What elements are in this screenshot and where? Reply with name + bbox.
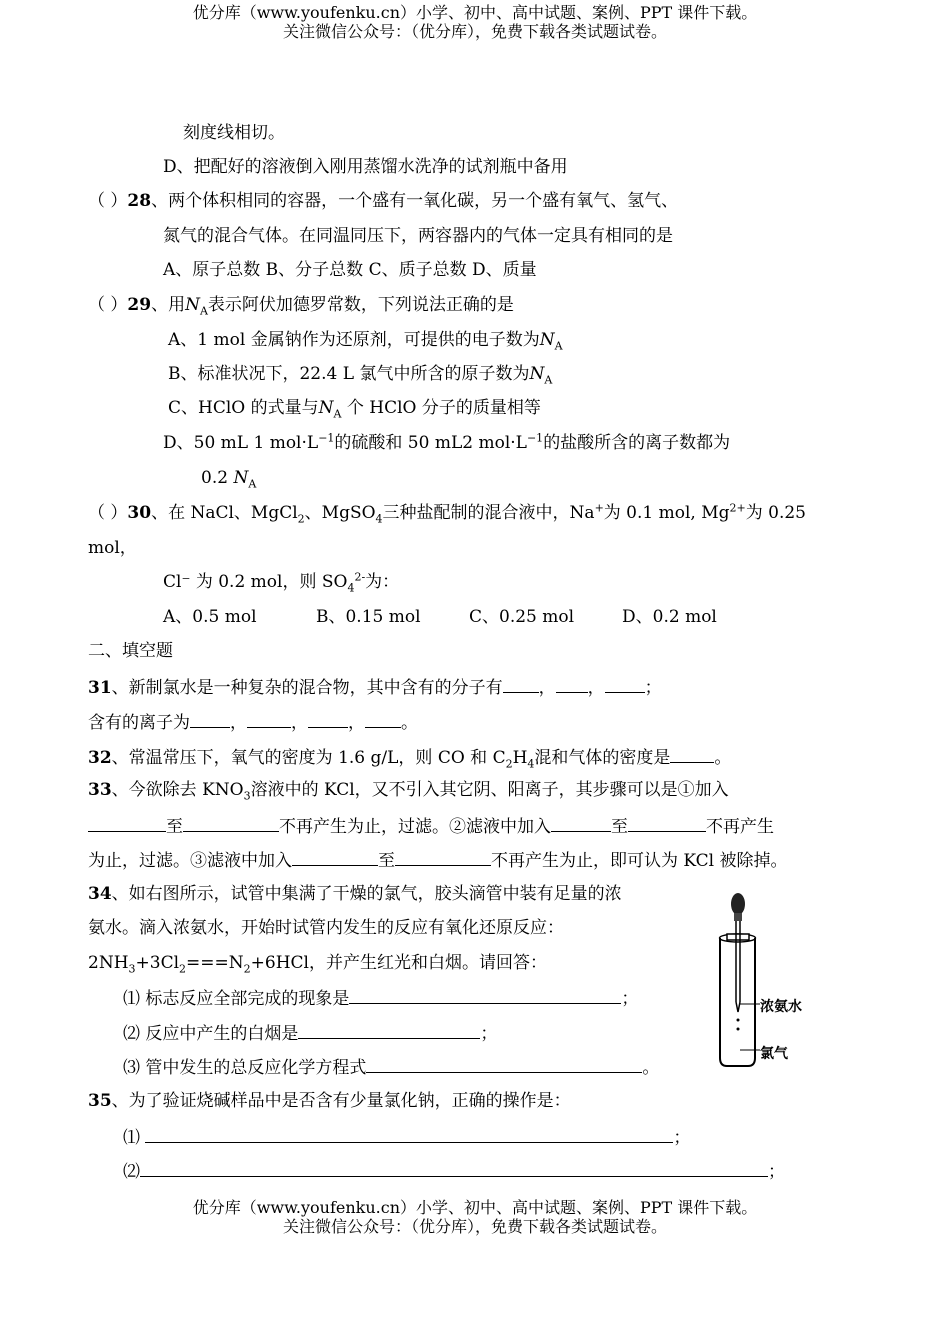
subscript: 2 [297, 512, 305, 526]
q35-stem [88, 1090, 571, 1112]
value: 0.2 [201, 468, 229, 488]
q28-stem-text: 、两个体积相同的容器，一个盛有一氧化碳，另一个盛有氧气、氢气、 [151, 191, 679, 211]
text: ， [348, 713, 365, 733]
text: ； [673, 1128, 691, 1148]
subscript: 2 [243, 962, 251, 976]
text: +6HCl，并产生红光和白烟。请回答： [250, 953, 547, 973]
dropper-neck [734, 913, 742, 921]
answer-blank[interactable] [365, 710, 401, 728]
text: 、今欲除去 KNO [111, 780, 244, 800]
text: ⑴ 标志反应全部完成的现象是 [123, 989, 350, 1009]
text: ===N [186, 953, 244, 973]
q33-line2 [88, 814, 774, 838]
subscript: 2 [179, 962, 187, 976]
page-header-line1: 优分库（www.youfenku.cn）小学、初中、高中试题、案例、PPT 课件下载。 [192, 3, 758, 22]
answer-blank[interactable] [605, 675, 645, 693]
q35-part2 [123, 1159, 785, 1183]
figure-label-chlorine: 氯气 [760, 1046, 788, 1062]
q27-continuation: 刻度线相切。 [183, 123, 285, 143]
avogadro-symbol: N [318, 398, 334, 418]
text: 。 [401, 713, 418, 733]
text: 至 [378, 851, 395, 871]
answer-blank[interactable] [628, 814, 706, 832]
q33-line3 [88, 848, 788, 872]
avogadro-symbol: N [185, 295, 200, 315]
question-number: 33 [88, 780, 112, 800]
text: ⑵ [123, 1162, 140, 1182]
text: 不再产生为止，过滤。②滤液中加入 [279, 817, 551, 837]
q31-line2 [88, 710, 418, 734]
subscript: 4 [347, 581, 355, 595]
subscript: 3 [128, 962, 136, 976]
text: 三种盐配制的混合液中，Na [382, 503, 595, 523]
dropper-tip [736, 1002, 740, 1012]
answer-blank[interactable] [190, 710, 230, 728]
page-footer-line1: 优分库（www.youfenku.cn）小学、初中、高中试题、案例、PPT 课件下载。 [192, 1198, 758, 1217]
answer-blank[interactable] [670, 745, 714, 763]
text: 为： [365, 572, 400, 592]
answer-blank[interactable] [292, 848, 378, 866]
dropper-bulb [731, 893, 745, 915]
q28-stem-line1 [88, 190, 678, 212]
text: 、MgSO [304, 503, 376, 523]
avogadro-subscript: A [333, 407, 342, 421]
avogadro-symbol: N [539, 330, 555, 350]
q30-option-c: C、0.25 mol [469, 607, 575, 627]
q30-option-a: A、0.5 mol [163, 607, 257, 627]
question-number: 31 [88, 678, 112, 698]
question-number: 29 [127, 295, 152, 315]
text: H [512, 748, 528, 768]
text: 至 [166, 817, 183, 837]
superscript: −1 [526, 431, 544, 445]
q30-stem [88, 502, 806, 524]
q30-chloride-line [163, 571, 399, 593]
answer-paren[interactable]: （ ） [88, 503, 128, 523]
avogadro-subscript: A [544, 373, 553, 387]
figure-label-ammonia: 浓氨水 [760, 999, 802, 1015]
superscript: −1 [318, 431, 335, 445]
text: 溶液中的 KCl，又不引入其它阴、阳离子，其步骤可以是①加入 [250, 780, 729, 800]
q30-option-b: B、0.15 mol [316, 607, 421, 627]
q34-line2: 氨水。滴入浓氨水，开始时试管内发生的反应有氧化还原反应： [88, 918, 564, 938]
q29-stem-b: 表示阿伏加德罗常数，下列说法正确的是 [207, 295, 514, 315]
answer-blank[interactable] [298, 1021, 480, 1039]
q29-option-b [168, 363, 552, 385]
answer-blank[interactable] [366, 1055, 642, 1073]
q34-part3 [123, 1055, 659, 1079]
answer-blank[interactable] [349, 986, 621, 1004]
text: 为 0.1 mol, Mg [603, 503, 730, 523]
text: 。 [642, 1058, 660, 1078]
text: 、在 NaCl、MgCl [151, 503, 298, 523]
text: 、新制氯水是一种复杂的混合物，其中含有的分子有 [111, 678, 503, 698]
text: ， [291, 713, 308, 733]
q34-part2 [123, 1021, 497, 1045]
q29-stem-a: 、用 [151, 295, 186, 315]
subscript: 3 [243, 789, 251, 803]
q34-line1 [88, 883, 622, 905]
q29-option-d-text-b: 的硫酸和 50 mL2 mol·L [334, 433, 527, 453]
text: ， [230, 713, 247, 733]
question-number: 28 [127, 191, 152, 211]
avogadro-subscript: A [248, 477, 257, 491]
text: 不再产生 [706, 817, 774, 837]
answer-blank[interactable] [308, 710, 348, 728]
answer-blank[interactable] [88, 814, 166, 832]
text: ； [621, 989, 639, 1009]
q28-stem-line2: 氮气的混合气体。在同温同压下，两容器内的气体一定具有相同的是 [163, 226, 673, 246]
text: 、为了验证烧碱样品中是否含有少量氯化钠，正确的操作是： [111, 1091, 571, 1111]
text: Cl⁻ 为 0.2 mol，则 SO [163, 572, 348, 592]
text: 为止，过滤。③滤液中加入 [88, 851, 292, 871]
question-number: 35 [88, 1091, 112, 1111]
q29-option-d-text-c: 的盐酸所含的离子数都为 [543, 433, 731, 453]
answer-blank[interactable] [395, 848, 491, 866]
answer-blank[interactable] [556, 675, 588, 693]
droplet [737, 1028, 740, 1031]
q35-part1 [123, 1125, 690, 1149]
q29-option-d-text-a: D、50 mL 1 mol·L [163, 433, 319, 453]
q28-options: A、原子总数 B、分子总数 C、质子总数 D、质量 [163, 260, 537, 280]
q29-option-a-text: A、1 mol 金属钠作为还原剂，可提供的电子数为 [168, 330, 540, 350]
text: +3Cl [135, 953, 180, 973]
answer-blank[interactable] [145, 1125, 673, 1143]
avogadro-symbol: N [233, 468, 249, 488]
q29-option-c-text-b: 个 HClO 分子的质量相等 [346, 398, 541, 418]
text: ⑴ [123, 1128, 140, 1148]
q27-option-d: D、把配好的溶液倒入刚用蒸馏水洗净的试剂瓶中备用 [163, 157, 568, 177]
answer-blank[interactable] [551, 814, 611, 832]
q29-option-d-continuation [201, 467, 256, 489]
q31-line1 [88, 675, 662, 699]
page-header-line2: 关注微信公众号：（优分库），免费下载各类试题试卷。 [282, 22, 667, 41]
page-footer-line2: 关注微信公众号：（优分库），免费下载各类试题试卷。 [282, 1217, 667, 1236]
q29-option-c [168, 397, 541, 419]
answer-blank[interactable] [247, 710, 291, 728]
stopper [727, 934, 749, 940]
text: ⑵ 反应中产生的白烟是 [123, 1024, 299, 1044]
q29-option-d [163, 432, 730, 454]
text: 不再产生为止，即可认为 KCl 被除掉。 [491, 851, 788, 871]
superscript: 2- [354, 570, 366, 584]
answer-paren[interactable]: （ ） [88, 191, 128, 211]
text: ； [768, 1162, 785, 1182]
q33-line1 [88, 779, 729, 801]
answer-paren[interactable]: （ ） [88, 295, 128, 315]
q34-part1 [123, 986, 638, 1010]
question-number: 34 [88, 884, 112, 904]
text: 为 0.25 [745, 503, 806, 523]
q34-equation [88, 952, 547, 974]
question-number: 30 [127, 503, 152, 523]
subscript: 2 [505, 757, 513, 771]
question-number: 32 [88, 748, 112, 768]
q30-option-d: D、0.2 mol [622, 607, 717, 627]
avogadro-subscript: A [554, 339, 563, 353]
q29-option-b-text: B、标准状况下，22.4 L 氯气中所含的原子数为 [168, 364, 530, 384]
text: ， [538, 678, 556, 698]
answer-blank[interactable] [503, 675, 539, 693]
droplet [737, 1019, 740, 1022]
text: ， [587, 678, 605, 698]
q29-option-c-text-a: C、HClO 的式量与 [168, 398, 319, 418]
superscript: + [594, 501, 604, 515]
answer-blank[interactable] [183, 814, 279, 832]
q29-stem [88, 294, 514, 316]
text: ； [480, 1024, 498, 1044]
test-tube [720, 938, 755, 1066]
q30-stem-wrap: mol， [88, 538, 137, 558]
text: ⑶ 管中发生的总反应化学方程式 [123, 1058, 367, 1078]
text: 2NH [88, 953, 129, 973]
text: 含有的离子为 [88, 713, 190, 733]
section-heading: 二、填空题 [88, 641, 173, 661]
subscript: 4 [527, 757, 535, 771]
answer-blank[interactable] [140, 1159, 768, 1177]
superscript: 2+ [729, 501, 746, 515]
avogadro-symbol: N [529, 364, 545, 384]
avogadro-subscript: A [199, 304, 208, 318]
text: 、如右图所示，试管中集满了干燥的氯气，胶头滴管中装有足量的浓 [111, 884, 622, 904]
text: 混和气体的密度是 [534, 748, 671, 768]
text: 、常温常压下，氧气的密度为 1.6 g/L，则 CO 和 C [111, 748, 506, 768]
subscript: 4 [375, 512, 383, 526]
text: 至 [611, 817, 628, 837]
q32-line [88, 745, 731, 769]
q29-option-a [168, 329, 563, 351]
text: ； [644, 678, 662, 698]
text: 。 [714, 748, 732, 768]
